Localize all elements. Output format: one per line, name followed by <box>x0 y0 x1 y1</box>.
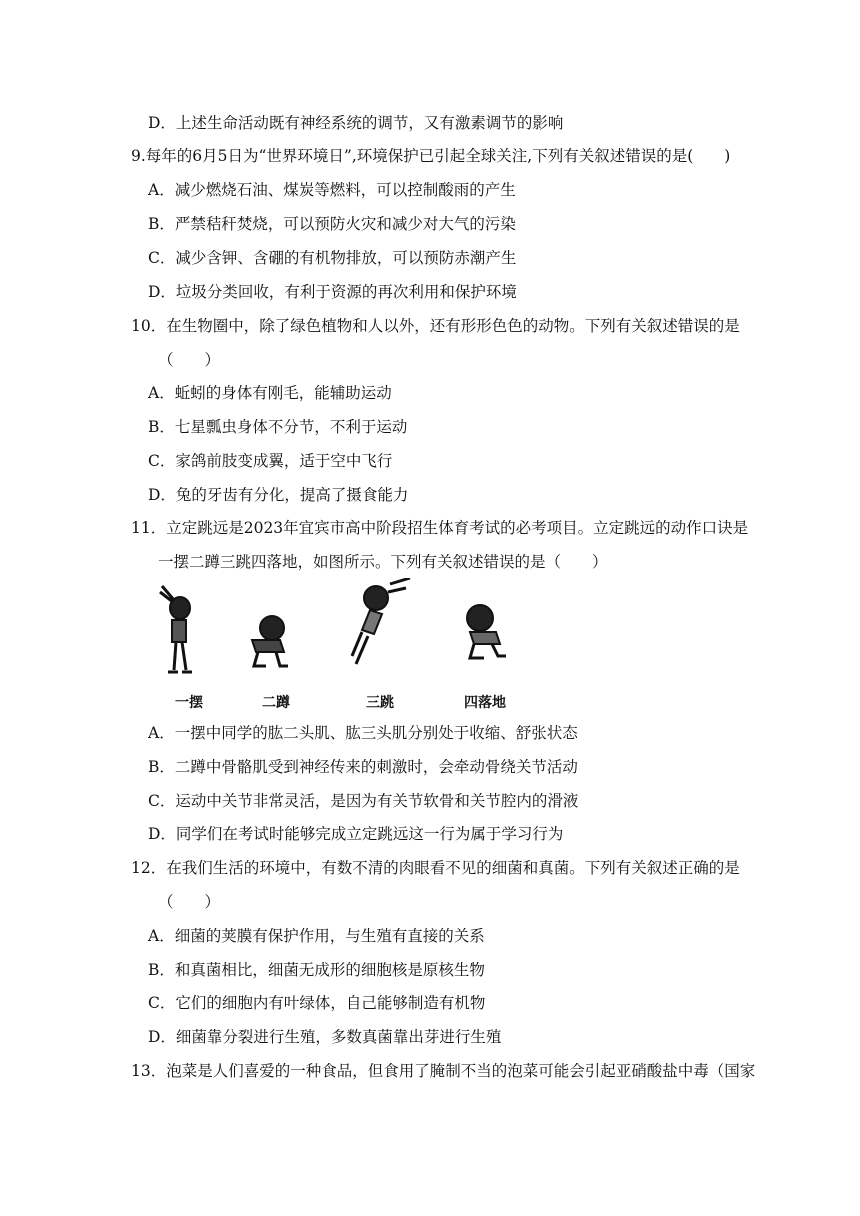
q13-stem: 13．泡菜是人们喜爱的一种食品，但食用了腌制不当的泡菜可能会引起亚硝酸盐中毒（国家 <box>131 1062 756 1080</box>
q12-option-d: D．细菌靠分裂进行生殖，多数真菌靠出芽进行生殖 <box>148 1028 502 1046</box>
q10-option-d: D．兔的牙齿有分化，提高了摄食能力 <box>148 486 409 504</box>
q11-stem: 11．立定跳远是2023年宜宾市高中阶段招生体育考试的必考项目。立定跳远的动作口诀是 <box>131 519 749 537</box>
q10-answer-blank: （ ） <box>158 351 221 369</box>
caption-swing: 一摆 <box>175 695 203 711</box>
q12-option-c: C．它们的细胞内有叶绿体，自己能够制造有机物 <box>148 994 486 1012</box>
caption-landing: 四落地 <box>464 695 506 711</box>
long-jump-illustration <box>140 578 540 690</box>
q12-answer-blank: （ ） <box>158 893 221 911</box>
long-jump-figure <box>140 578 540 713</box>
q9-option-d: D．垃圾分类回收，有利于资源的再次利用和保护环境 <box>148 283 517 301</box>
q9-option-b: B．严禁秸秆焚烧，可以预防火灾和减少对大气的污染 <box>148 215 516 233</box>
q8-option-d: D．上述生命活动既有神经系统的调节，又有激素调节的影响 <box>148 114 564 132</box>
q12-stem: 12．在我们生活的环境中，有数不清的肉眼看不见的细菌和真菌。下列有关叙述正确的是 <box>131 859 740 877</box>
q11-option-a: A．一摆中同学的肱二头肌、肱三头肌分别处于收缩、舒张状态 <box>148 724 578 742</box>
swing-pose-figure <box>160 586 192 672</box>
q12-option-b: B．和真菌相比，细菌无成形的细胞核是原核生物 <box>148 961 485 979</box>
q9-stem: 9.每年的6月5日为“世界环境日”,环境保护已引起全球关注,下列有关叙述错误的是( ) <box>131 147 731 165</box>
q12-option-a: A．细菌的荚膜有保护作用，与生殖有直接的关系 <box>148 927 485 945</box>
q11-option-d: D．同学们在考试时能够完成立定跳远这一行为属于学习行为 <box>148 825 564 843</box>
q11-stem-line2: 一摆二蹲三跳四落地，如图所示。下列有关叙述错误的是（ ） <box>158 553 608 571</box>
landing-pose-figure <box>467 605 506 658</box>
caption-jump: 三跳 <box>366 695 394 711</box>
jump-pose-figure <box>352 578 410 664</box>
squat-pose-figure <box>252 616 288 666</box>
caption-squat: 二蹲 <box>262 695 290 711</box>
q11-option-b: B．二蹲中骨骼肌受到神经传来的刺激时，会牵动骨绕关节活动 <box>148 758 578 776</box>
q10-option-b: B．七星瓢虫身体不分节，不利于运动 <box>148 418 408 436</box>
q11-option-c: C．运动中关节非常灵活，是因为有关节软骨和关节腔内的滑液 <box>148 792 579 810</box>
q10-option-c: C．家鸽前肢变成翼，适于空中飞行 <box>148 452 393 470</box>
q9-option-a: A．减少燃烧石油、煤炭等燃料，可以控制酸雨的产生 <box>148 181 516 199</box>
q9-option-c: C．减少含钾、含硼的有机物排放，可以预防赤潮产生 <box>148 249 517 267</box>
q10-option-a: A．蚯蚓的身体有刚毛，能辅助运动 <box>148 384 392 402</box>
q10-stem: 10．在生物圈中，除了绿色植物和人以外，还有形形色色的动物。下列有关叙述错误的是 <box>131 317 740 335</box>
